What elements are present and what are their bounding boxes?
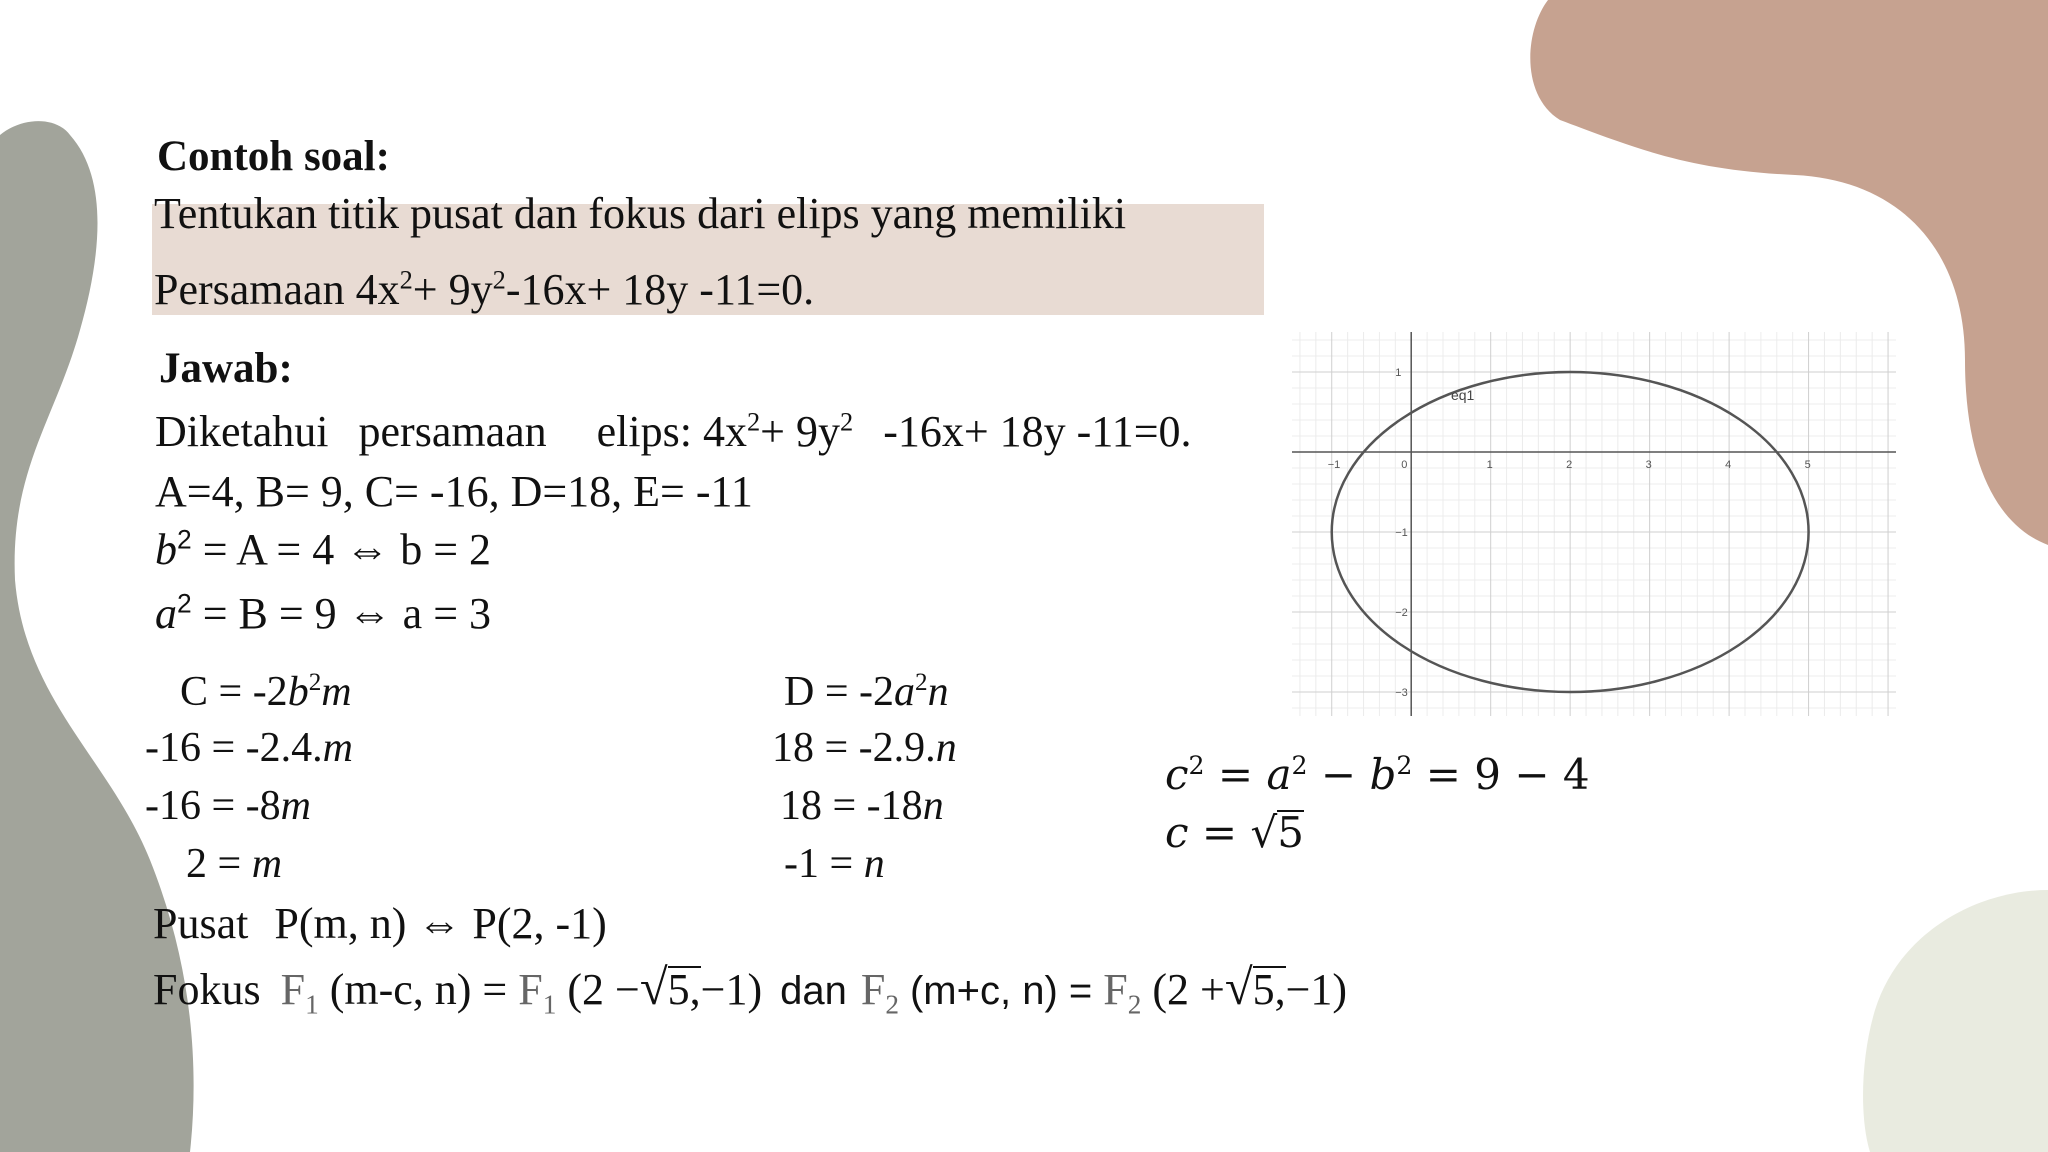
calc-text: C = -2 [180,669,288,715]
axes [1292,332,1896,716]
calc-text: D = -2 [784,669,895,715]
sup: 2 [177,588,192,619]
sup: 2 [177,524,192,555]
focus-label: Fokus [153,965,261,1014]
center-line [153,898,607,949]
calc-sup: 2 [308,669,322,696]
calc-d-row-3 [780,782,944,830]
op: = 9 − 4 [1412,750,1590,799]
f2-val: −1) [1285,965,1348,1014]
f-sub: 1 [305,989,319,1020]
var-a: a [1266,750,1292,799]
coefficients-line: A=4, B= 9, C= -16, D=18, E= -11 [155,467,753,516]
a-equation: = B = 9 ⇔ a = 3 [191,589,492,638]
answer-title: Jawab: [159,345,293,392]
y-tick-label: −3 [1395,687,1408,699]
f-sub: 2 [1127,989,1142,1020]
tick-labels [1328,367,1811,699]
ellipse-graph [1292,332,1896,716]
f-letter: F [1103,965,1128,1014]
problem-line-2 [154,264,814,315]
x-tick-label: 1 [1486,459,1493,471]
f-letter: F [860,965,886,1014]
sup: 2 [1396,751,1413,780]
calc-text: -16 = -2.4. [145,725,323,771]
calc-text: 18 = -2.9. [772,725,936,771]
f1-symbol-2 [518,965,557,1020]
calc-var: n [863,841,885,887]
sqrt-icon: √ [1224,959,1253,1015]
calc-var: m [251,841,283,887]
f1-symbol [280,965,319,1020]
c-squared-line [1165,750,1590,799]
calc-d-row-4 [784,840,885,888]
cream-blob [1863,890,2048,1152]
sqrt-icon: √ [639,959,668,1015]
problem-eq-sup: 2 [492,264,506,295]
op: = [1188,808,1251,857]
curve-label: eq1 [1450,387,1475,403]
f2-symbol [860,965,899,1020]
sup: 2 [1188,751,1205,780]
given-word: -16x+ 18y -11=0. [883,407,1192,456]
x-tick-label: 3 [1645,459,1652,471]
f1-val: −1) [700,965,763,1014]
given-word: Diketahui [155,407,329,456]
calc-var: b [287,669,309,715]
op: − [1307,750,1370,799]
calc-var: n [935,725,957,771]
grid-minor [1292,332,1896,716]
problem-line-1: Tentukan titik pusat dan fokus dari elips yang memiliki [154,189,1127,238]
f2-val: (2 + [1152,965,1225,1014]
center-expr: P(m, n) ⇔ P(2, -1) [274,899,607,948]
calc-text: -16 = -8 [145,783,281,829]
sqrt-icon: √ [1250,808,1278,857]
calc-var: m [322,725,354,771]
calc-text: 2 = [186,841,252,887]
x-tick-label: 5 [1804,459,1811,471]
calc-c-row-1 [180,668,352,716]
calc-c-row-2 [145,724,353,772]
calc-d-row-2 [772,724,957,772]
y-tick-label: −2 [1395,607,1408,619]
f-letter: F [518,965,543,1014]
x-tick-label: 4 [1725,459,1732,471]
var-b: b [1369,750,1397,799]
calc-c-row-4 [186,840,282,888]
c-value-line [1165,808,1304,857]
problem-eq-part: -16x+ 18y -11=0. [505,265,815,314]
y-tick-label: 1 [1395,367,1402,379]
given-word: + 9y [760,407,840,456]
f2-symbol-2 [1103,965,1142,1020]
radicand: 5, [667,965,701,1014]
calc-var: a [894,669,916,715]
problem-eq-part: Persamaan 4x [154,265,400,314]
given-word: elips: 4x [596,407,747,456]
a-squared-line [155,588,491,639]
f-sub: 2 [885,989,899,1020]
given-word: persamaan [358,407,547,456]
x-tick-label: 2 [1566,459,1573,471]
f-sub: 1 [542,989,557,1020]
var-c: c [1165,808,1189,857]
sup: 2 [1291,751,1308,780]
calc-d-row-1 [784,668,949,716]
problem-eq-sup: 2 [399,264,413,295]
problem-eq-part: + 9y [412,265,493,314]
var-c: c [1165,750,1189,799]
radicand: 5, [1252,965,1286,1014]
b-equation: = A = 4 ⇔ b = 2 [191,525,492,574]
radicand: 5 [1277,808,1304,857]
var-a: a [155,589,177,638]
x-tick-label: −1 [1327,459,1341,471]
calc-var: n [927,669,949,715]
f1-val: (2 − [567,965,640,1014]
given-equation [155,406,1192,457]
given-sup: 2 [746,406,761,437]
f-letter: F [280,965,306,1014]
grid-major [1292,332,1896,716]
calc-text: 18 = -18 [780,783,923,829]
op: = [1204,750,1267,799]
x-tick-label: 0 [1401,459,1408,471]
center-label: Pusat [153,899,249,948]
calc-var: m [321,669,352,715]
dan-word: dan [780,969,847,1013]
calc-var: m [280,783,312,829]
calc-c-row-3 [145,782,311,830]
calc-sup: 2 [915,669,928,696]
focus-line [153,958,1347,1021]
calc-text: -1 = [784,841,864,887]
calc-var: n [922,783,944,829]
f1-expr: (m-c, n) = [329,965,508,1014]
page-title: Contoh soal: [157,133,390,180]
f2-expr: (m+c, n) = [909,969,1093,1013]
var-b: b [155,525,177,574]
given-sup: 2 [840,406,854,437]
y-tick-label: −1 [1395,527,1408,539]
b-squared-line [155,524,491,575]
